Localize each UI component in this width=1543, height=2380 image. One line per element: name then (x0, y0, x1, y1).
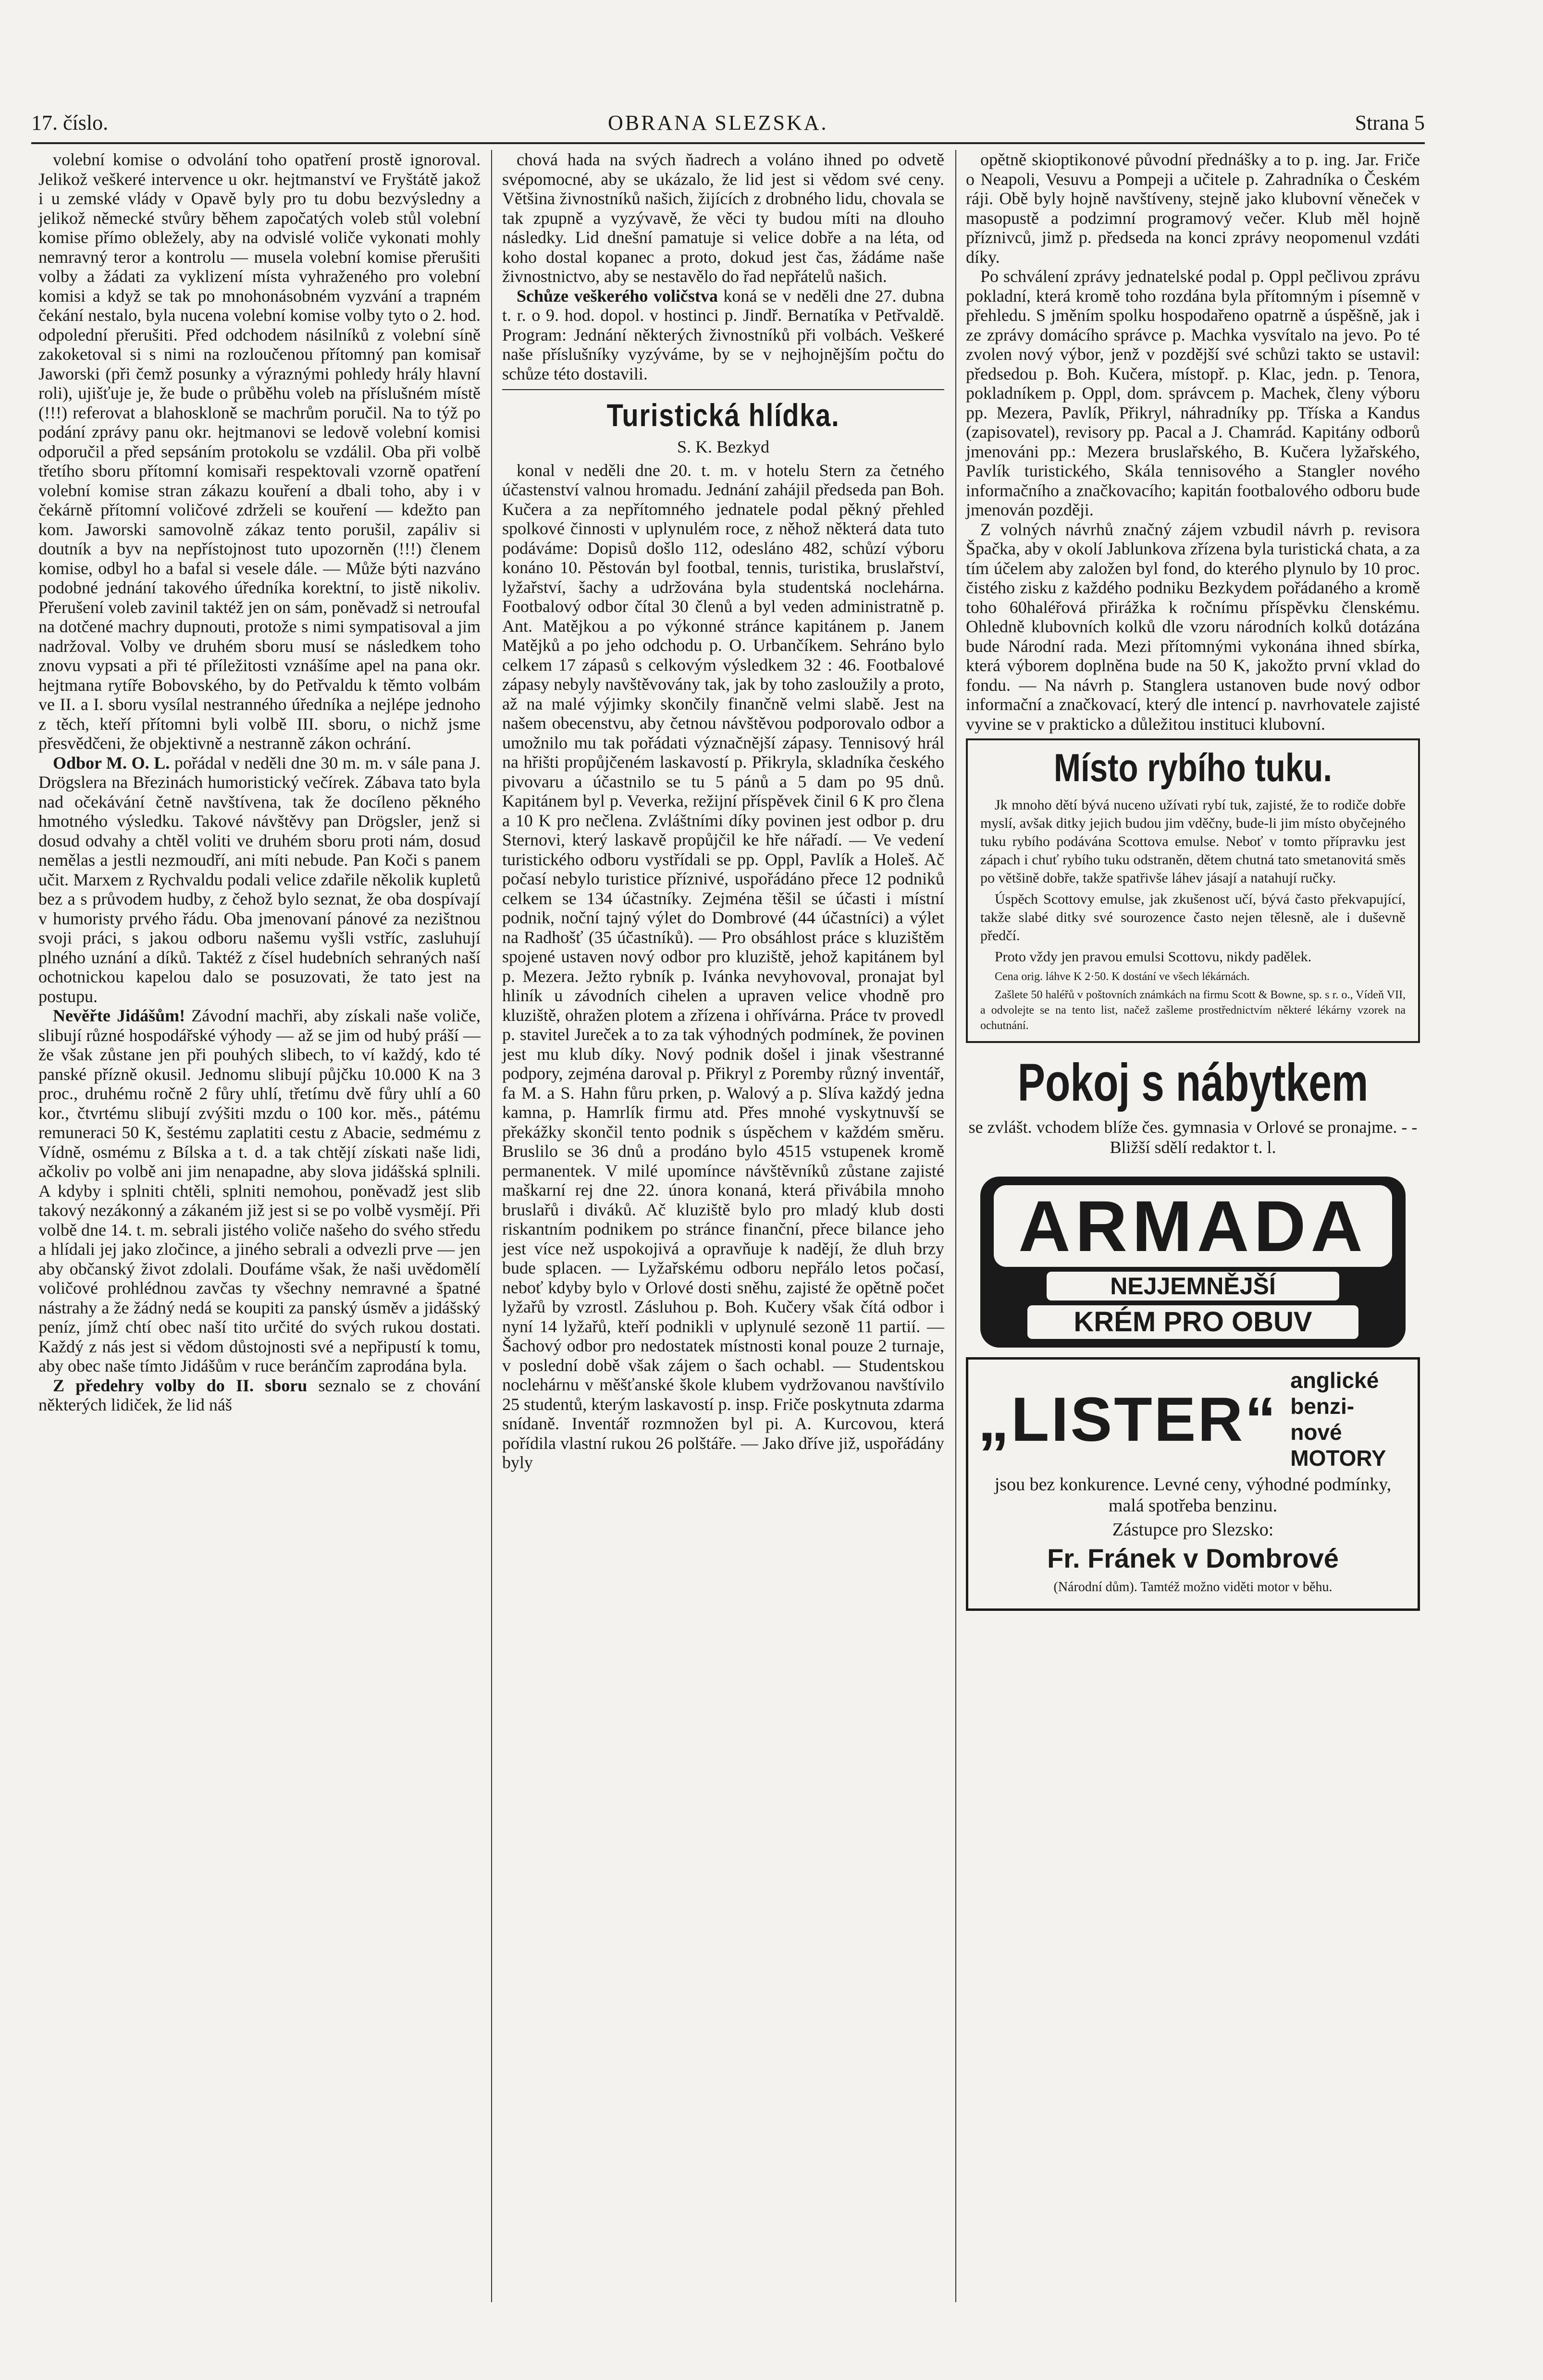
newspaper-title: OBRANA SLEZSKA. (608, 111, 828, 135)
armada-shoe-cream-ad (980, 1177, 1406, 1348)
column-3 (966, 150, 1420, 1620)
page-number: Strana 5 (1355, 111, 1425, 135)
ad-price: Cena orig. láhve K 2·50. K dostání ve všech lékárnách. (995, 970, 1250, 983)
article-paragraph (38, 1006, 481, 1376)
ad-text: jsou bez konkurence. Levné ceny, výhodné podmínky, malá spotřeba benzinu. (994, 1474, 1392, 1516)
lister-tag-2: nové MOTORY (1290, 1420, 1386, 1471)
section-subtitle: S. K. Bezkyd (677, 437, 769, 456)
article-paragraph: konal v neděli dne 20. t. m. v hotelu Stern za četného účastenství valnou hromadu. Jednání zahájil předseda pan Boh. Kučera a za nepřítomného jednatele podal pěkný přehled spolkové činnosti v uplynulém roce, z něhož některá data tuto podáváme: Dopisů došlo 112, odesláno 482, schůzí výboru konáno 10. Pěstován byl footbal, tennis, turistika, bruslařství, lyžařství, šachy a udržována byla studentská noclehárna. Footbalový odbor čítal 30 členů a byl veden administratně p. Ant. Matějkou a po výkonné stránce kapitánem p. Janem Matějků a po jeho odchodu p. O. Urbančíkem. Sehráno bylo celkem 17 zápasů s celkovým výsledkem 32 : 46. Footbalové zápasy nebyly navštěvovány tak, jak by toho zasloužily a proto, až na malé výjimky skončily finančně velmi slabě. Jest na našem obecenstvu, aby četnou návštěvou podporovalo odbor a umožnilo mu tak pořádati význačnější zápasy. Tennisový hrál na hřišti propůjčeném laskavostí p. Přikryla, skladníka českého pivovaru a účastnilo se tu 5 pánů a 5 dam po 95 dnů. Kapitánem byl p. Veverka, režijní příspěvek činil 6 K pro člena a 10 K pro nečlena. Zvláštními díky povinen jest odbor p. dru Sternovi, který laskavě propůjčil ke hře nářadí. — Ve vedení turistického odboru vystřídali se pp. Oppl, Pavlík a Holeš. Ač počasí nebylo turistice příznivé, uspořádáno přece 12 podniků celkem se 134 účastníky. Zejména těšil se účasti i místní podnik, noční tajný výlet do Dombrové (44 účastníci) a výlet na Radhošť (35 účastníků). — Pro obsáhlost práce s kluzištěm spojené ustaven nový odbor pro kluziště, jehož kapitánem byl p. Mezera. Ježto rybník p. Ivánka nevyhovoval, pronajat byl hliník u závodních cihelen a upraven velice vhodně pro kluziště, ohražen plotem a zřízena i ohřívárna. Práce tv provedl p. stavitel Jureček a to za tak výhodných podmínek, že povinen jest mu klub díky. Nový podnik došel i jinak všestranné podpory, zejména daroval p. Přikryl z Poremby různý inventář, fa M. a S. Hahn fůru prken, p. Walový a p. Slíva každý jedna kamna, p. Hamrlík firmu atd. Přes mnohé vyskytnuvší se překážky skončil tento podnik s úspěchem v každém směru. Bruslilo se 36 dnů a prodáno bylo 4515 vstupenek kromě permanentek. V milé upomínce návštěvníků zůstane zajisté maškarní rej dne 22. února konaná, která přivábila mnoho bruslařů i diváků. Ač kluziště bylo pro mladý klub dosti riskantním podnikem po stránce finanční, přece bilance jeho jest více než uspokojivá a opravňuje k nadějí, že dluh brzy bude splacen. — Lyžařskému odboru nepřálo letos počasí, neboť kdyby bylo v Orlové dosti sněhu, zajisté že opětně počet lyžařů by vzrostl. Zásluhou p. Boh. Kučery však čítá odbor i nyní 14 lyžařů, kteří podnikli v uplynulé sezoně 11 partií. — Šachový odbor pro nedostatek místnosti konal pouze 2 turnaje, v poslední době však zájem o šach ochabl. — Studentskou noclehárnu v měšťanské škole klubem vydržovanou navštívilo 25 studentů, kterým laskavostí p. insp. Friče poskytnuta zdarma snídaně. Inventář rozmnožen byl pi. A. Kurcovou, která pořídila vlastní rukou 26 polštáře. — Jako dříve již, uspořádány byly (502, 460, 944, 1472)
column-1 (38, 150, 481, 1415)
section-rule (502, 389, 944, 390)
section-title: Turistická hlídka. (606, 397, 840, 433)
section-heading: Z předehry volby do II. sboru (53, 1375, 308, 1395)
ad-rep: Zástupce pro Slezsko: (1112, 1520, 1274, 1540)
ad-sample-note: Zašlete 50 haléřů v poštovních známkách na firmu Scott & Bowne, sp. s r. o., Vídeň VII, a odvolejte se na tento list, načež zašleme prostřednictvím některé lékárny vzorek na ochutnání. (980, 989, 1406, 1032)
paragraph-text: seznalo se z chování některých lidiček, že lid náš (38, 1375, 481, 1414)
article-paragraph: Po schválení zprávy jednatelské podal p. Oppl pečlivou zprávu pokladní, která kromě toho rozdána byla přítomným i písemně v přehledu. S jměním spolku hospodařeno opatrně a úspěšně, jak i ze zprávy domácího správce p. Machka vysvítalo na jevo. Po té zvolen nový výbor, jenž v pozdější své schůzi takto se ustavil: předsedou p. Boh. Kučera, místopř. p. Klac, jedn. p. Tenora, pokladníkem p. Oppl, dom. správcem p. Machek, členy výboru pp. Mezera, Pavlík, Přikryl, náhradníky pp. Tříska a Kandus (zapisovatel), revisory pp. Pacal a J. Chamrád. Kapitány odborů jmenováni pp.: Mezera bruslařského, B. Kučera lyžařského, Pavlík turistického, Skála tennisového a Stangler nového informačního a značkovacího; kapitán footbalového odboru bude jmenován později. (966, 267, 1420, 519)
armada-line-2: KRÉM PRO OBUV (1027, 1305, 1358, 1339)
lister-tagline (1290, 1367, 1408, 1471)
article-paragraph: opětně skioptikonové původní přednášky a to p. ing. Jar. Friče o Neapoli, Vesuvu a Pompeji a učitele p. Zahradníka o Českém ráji. Obě byly hojně navštíveny, stejně jako klubovní věneček v masopustě a podzimní programový večer. Klub měl hojně příznivců, jimž p. předseda na konci zprávy neopomenul vzdáti díky. (966, 150, 1420, 267)
lister-brand: „LISTER“ (978, 1384, 1278, 1454)
issue-number: 17. číslo. (31, 111, 109, 135)
armada-line-1: NEJJEMNĚJŠÍ (1047, 1272, 1339, 1300)
page-header (31, 110, 1425, 139)
header-rule (31, 142, 1425, 144)
room-for-rent-ad (966, 1052, 1420, 1157)
paragraph-text: koná se v neděli dne 27. dubna t. r. o 9. hod. dopol. v hostinci p. Jindř. Bernatíka v Petřvaldě. Program: Jednání některých živnostníků při volbách. Veškeré naše příslušníky vyzýváme, by se v nejhojnějším počtu do schůze této dostavili. (502, 286, 944, 383)
article-paragraph: Z volných návrhů značný zájem vzbudil návrh p. revisora Špačka, aby v okolí Jablunkova zřízena byla turistická chata, a za tím účelem aby založen byl fond, do kterého plynulo by 10 proc. čistého zisku z každého podniku Bezkydem pořádaného a kromě toho 60haléřová přirážka k ročnímu příspěvku členskému. Ohledně klubovních kolků dle vzoru národních kolků dotázána bude Národní rada. Mezi přítomnými vykonána ihned sbírka, která výborem doplněna bude na 50 K, jakožto první vklad do fondu. — Na návrh p. Stanglera ustanoven bude nový odbor informační a značkovací, který dle intencí p. navrhovatele zajisté vyvine se v prakticko a důležitou instituci klubovní. (966, 519, 1420, 734)
article-paragraph (502, 286, 944, 384)
paragraph-text: pořádal v neděli dne 30 m. m. v sále pana J. Drögslera na Březinách humoristický večírek. Zábava tato byla nad očekávání četně navštívena, tak že docíleno pěkného hmotného výsledku. Takové návštěvy pan Drögsler, jenž si dosud odvahy a chtěl voliti ve druhém sboru proti nám, dosud nemělas a jestli nezmoudří, ani míti nebude. Pan Koči s panem učit. Marxem z Rychvaldu podali velice zdařile několik kupletů bez a s průvodem hudby, z čehož bylo seznat, že oba dospívají v humoristy prvého řádu. Oba jmenovaní pánové za nezištnou svoji práci, s jakou odboru našemu vyšli vstříc, zasluhují plného uznání a díků. Taktéž z čísel hudebních sehraných naší ochotnickou kapelou dalo se posuzovati, že tato jest na postupu. (38, 753, 481, 1006)
scott-emulsion-ad (966, 738, 1420, 1043)
ad-text: Proto vždy jen pravou emulsi Scottovu, nikdy padělek. (995, 949, 1312, 965)
ad-text: se zvlášt. vchodem blíže čes. gymnasia v Orlové se pronajme. - - Bližší sdělí redaktor t. l. (968, 1117, 1418, 1157)
article-paragraph (38, 753, 481, 1006)
ad-title: Pokoj s nábytkem (1017, 1053, 1369, 1112)
paragraph-text: Závodní machři, aby získali naše voliče, slibují různé hospodářské výhody — až se jim od hubý práší — že však zůstane jen při pouhých slibech, to ví každý, kdo té panské přízně okusil. Jednomu slibují půjčku 10.000 K na 3 proc., druhému ročně 2 fůry uhlí, třetímu dvě fůry uhlí a 60 kor., čtvrtému slibují zvýšiti mzdu o 100 kor. měs., pátému remuneraci 50 K, šestému zaplatiti cestu z Abacie, sedmému z Vídně, osmému z Bílska a t. d. a tak chtějí získati naše lidi, ačkoliv po volbě ani jim nenapadne, aby slova jidášská splnili. A kdyby i splniti chtěli, splniti nemohou, poněvadž jest slib takový nezákonný a zákaném již jest si se po volbě vysmějí. Při volbě dne 14. t. m. sebrali jistého voliče našeho do svého středu a hlídali jej jako zločince, a jiného sebrali a odvezli prve — jen aby občanský život zdolali. Doufáme však, že naši uvědomělí voličové prohlédnou zavčas ty všechny nemravné a špatné nástrahy a že žádný nedá se koupiti za panský úsměv a jidášský peníz, jímž chtí obec naší tito určité do svých rukou dostati. Každý z nás jest si vědom důstojnosti své a nepřipustí k tomu, aby obec naše tímto Jidášům v ruce beránčím zaprodána byla. (38, 1006, 481, 1375)
section-heading: Odbor M. O. L. (53, 753, 170, 773)
lister-motors-ad (966, 1357, 1420, 1611)
ad-note: (Národní dům). Tamtéž možno viděti motor v běhu. (1053, 1580, 1333, 1595)
article-paragraph: volební komise o odvolání toho opatření prostě ignoroval. Jelikož veškeré intervence u okr. hejtmanství ve Fryštátě jakož i u zemské vlády v Opavě byly pro tu dobu bezvýsledny a jelikož německé stvůry během započatých voleb stůl volební komise přímo obležely, aby na odvislé voliče vykonati mohly nemravný teror a kontrolu — musela volební komise přerušiti volby a žádati za vyklizení místa vyhraženého pro volební komisi a když se tak po mnohonásobném vyzvání a trapném čekání nestalo, byla nucena volební komise volby tyto o 2. hod. odpolední přerušiti. Před odchodem násilníků z volební síně zakoketoval si s nimi na rozloučenou přítomný pan komisař Jaworski (při čemž posunky a výraznými pohledy hrály hlavní roli), ujišťuje je, že bude o průběhu voleb na příslušném místě (!!!) referovat a blahoskloně se machrům poručil. Na to týž po podání zprávy panu okr. hejtmanovi se ledově volební komisi odporučil a před sepsáním protokolu se vzdálil. Oba při volbě třetího sboru přítomní komisaři respektovali vzorně opatření volební komise stran zákazu kouření a dbali toho, aby i v čekárně přítomní voličové zdrželi se kouření — kdežto pan kom. Jaworski samovolně zákaz tento porušil, zapáliv si doutník a byv na nepřístojnost tuto upozorněn (!!!) členem komise, odbyl ho a bafal si vesele dále. — Může býti nazváno podobné jednání takového úředníka korektní, to jistě nikoliv. Přerušení voleb zavinil taktéž jen on sám, poněvadž si netroufal na dotčené machry dupnouti, protože s nimi sympatisoval a jim nadržoval. Volby ve druhém sboru musí se následkem toho znovu vypsati a při té příležitosti vznášíme apel na pana okr. hejtmana rytíře Bobovského, by do Petřvaldu k těmto volbám ve II. a I. sboru vysílal nestranného úředníka a nejlépe jednoho z těch, kteří přítomni byli volbě III. sboru, o nichž jsme přesvědčeni, že objektivně a nestranně zákon ochrání. (38, 150, 481, 753)
article-paragraph (38, 1376, 481, 1415)
column-divider-1 (491, 150, 492, 2302)
column-divider-2 (955, 150, 956, 2302)
lister-tag-1: anglické benzi- (1290, 1368, 1379, 1419)
article-paragraph: chová hada na svých ňadrech a voláno ihned po odvetě svépomocné, aby se ukázalo, že lid jest si vědom své ceny. Většina živnostníků našich, žijících z drobného lidu, chovala se tak zpupně a vyzývavě, že věci ty budou míti na dlouho následky. Lid dnešní pamatuje si velice dobře a na léta, od koho dostal kopanec a proto, dokud jest čas, žádáme naše živnostnictvo, aby se nestavělo do řad nepřátelů našich. (502, 150, 944, 286)
lister-header (978, 1367, 1408, 1471)
section-heading: Nevěřte Jidášům! (53, 1006, 185, 1025)
ad-title: Místo rybího tuku. (1054, 746, 1332, 790)
ad-text: Úspěch Scottovy emulse, jak zkušenost učí, bývá často překvapující, takže slabé ditky své sourozence často nejen tělesně, ale i duševně předčí. (980, 891, 1406, 944)
section-heading: Schůze veškerého voličstva (517, 286, 718, 306)
armada-brand: ARMADA (994, 1185, 1392, 1267)
ad-dealer: Fr. Fránek v Dombrové (1047, 1543, 1339, 1573)
column-2 (502, 150, 944, 1472)
ad-text: Jk mnoho dětí bývá nuceno užívati rybí tuk, zajisté, že to rodiče dobře myslí, avšak ditky jejich budou jim vděčny, bude-li jim místo obyčejného tuku rybího podávána Scottova emulse. Neboť v tomto přípravku jest zápach i chuť rybího tuku odstraněn, dětem chutná tato smetanovitá směs po většině dobře, takže spatřivše láhev jásají a natahují ručky. (980, 797, 1406, 886)
